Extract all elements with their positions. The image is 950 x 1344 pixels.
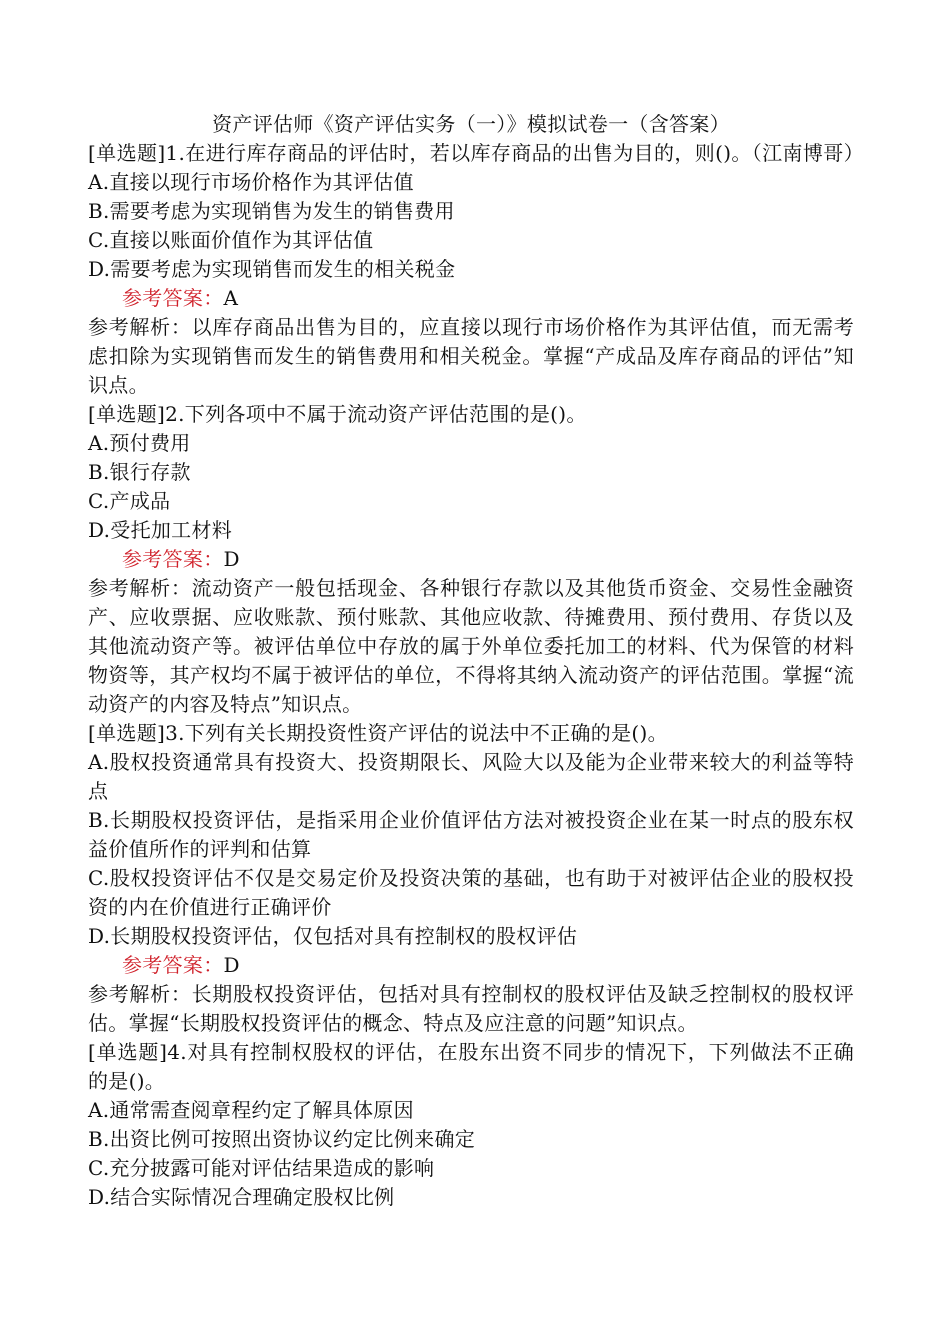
question-stem: [单选题]2.下列各项中不属于流动资产评估范围的是()。 bbox=[88, 402, 587, 426]
answer-value: D bbox=[223, 953, 240, 977]
answer-label: 参考答案： bbox=[122, 953, 224, 977]
question-1 bbox=[88, 139, 854, 400]
question-stem: [单选题]1.在进行库存商品的评估时，若以库存商品的出售为目的，则()。（江南博哥）A.直接以现行市场价格作为其评估值 bbox=[88, 141, 854, 194]
option-a: A.预付费用 bbox=[88, 431, 191, 455]
analysis-text: 参考解析：长期股权投资评估，包括对具有控制权的股权评估及缺乏控制权的股权评估。掌握“长期股权投资评估的概念、特点及应注意的问题”知识点。 bbox=[88, 982, 854, 1035]
question-2 bbox=[88, 400, 854, 719]
option-d: D.需要考虑为实现销售而发生的相关税金 bbox=[88, 257, 456, 281]
option-c: C.直接以账面价值作为其评估值 bbox=[88, 228, 374, 252]
option-a: A.通常需查阅章程约定了解具体原因 bbox=[88, 1098, 414, 1122]
question-stem: [单选题]4.对具有控制权股权的评估，在股东出资不同步的情况下，下列做法不正确的是()。 bbox=[88, 1040, 854, 1093]
option-c: C.产成品 bbox=[88, 489, 171, 513]
answer-line bbox=[88, 545, 854, 574]
option-d: D.受托加工材料 bbox=[88, 518, 233, 542]
option-b: B.长期股权投资评估，是指采用企业价值评估方法对被投资企业在某一时点的股东权益价值所作的评判和估算 bbox=[88, 808, 854, 861]
answer-line bbox=[88, 951, 854, 980]
question-4 bbox=[88, 1038, 854, 1212]
question-stem: [单选题]3.下列有关长期投资性资产评估的说法中不正确的是()。 bbox=[88, 721, 668, 745]
option-c: C.充分披露可能对评估结果造成的影响 bbox=[88, 1156, 435, 1180]
answer-line bbox=[88, 284, 854, 313]
answer-label: 参考答案： bbox=[122, 286, 224, 310]
option-d: D.长期股权投资评估，仅包括对具有控制权的股权评估 bbox=[88, 924, 578, 948]
answer-label: 参考答案： bbox=[122, 547, 224, 571]
answer-value: D bbox=[223, 547, 240, 571]
option-b: B.出资比例可按照出资协议约定比例来确定 bbox=[88, 1127, 476, 1151]
option-c: C.股权投资评估不仅是交易定价及投资决策的基础，也有助于对被评估企业的股权投资的内在价值进行正确评价 bbox=[88, 866, 854, 919]
document-page bbox=[88, 110, 854, 1212]
analysis-text: 参考解析：流动资产一般包括现金、各种银行存款以及其他货币资金、交易性金融资产、应收票据、应收账款、预付账款、其他应收款、待摊费用、预付费用、存货以及其他流动资产等。被评估单位中存放的属于外单位委托加工的材料、代为保管的材料物资等，其产权均不属于被评估的单位，不得将其纳入流动资产的评估范围。掌握“流动资产的内容及特点”知识点。 bbox=[88, 576, 854, 716]
option-b: B.银行存款 bbox=[88, 460, 191, 484]
option-b: B.需要考虑为实现销售为发生的销售费用 bbox=[88, 199, 455, 223]
option-a: A.股权投资通常具有投资大、投资期限长、风险大以及能为企业带来较大的利益等特点 bbox=[88, 750, 854, 803]
analysis-text: 参考解析：以库存商品出售为目的，应直接以现行市场价格作为其评估值，而无需考虑扣除为实现销售而发生的销售费用和相关税金。掌握“产成品及库存商品的评估”知识点。 bbox=[88, 315, 854, 397]
document-title: 资产评估师《资产评估实务（一）》模拟试卷一（含答案） bbox=[212, 112, 730, 136]
option-d: D.结合实际情况合理确定股权比例 bbox=[88, 1185, 395, 1209]
answer-value: A bbox=[223, 286, 239, 310]
question-3 bbox=[88, 719, 854, 1038]
